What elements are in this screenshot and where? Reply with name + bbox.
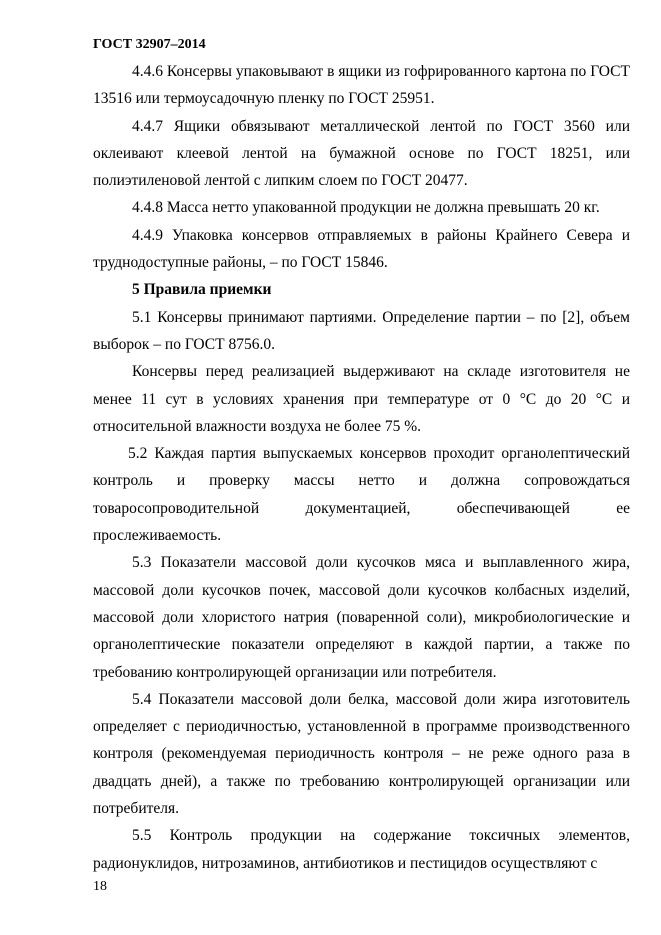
- standard-code-header: ГОСТ 32907–2014: [93, 37, 206, 52]
- paragraph-5-1-continued: Консервы перед реализацией выдерживают на складе изготовителя не менее 11 сут в условиях хранения при температуре от 0 °С до 20 °С и относительной влажности воздуха не более 75 %.: [93, 363, 630, 435]
- paragraph-5-4: 5.4 Показатели массовой доли белка, массовой доли жира изготовитель определяет с периодичностью, установленной в программе производственного контроля (рекомендуемая периодичность контроля – не реже одного раза в двадцать дней), а также по требованию контролирующей организации или потребителя.: [93, 690, 630, 818]
- page-number: 18: [93, 879, 107, 894]
- paragraph-4-4-6: 4.4.6 Консервы упаковывают в ящики из гофрированного картона по ГОСТ 13516 или термоусадочную пленку по ГОСТ 25951.: [93, 63, 630, 108]
- paragraph-5-1: 5.1 Консервы принимают партиями. Определение партии – по [2], объем выборок – по ГОСТ 8756.0.: [93, 308, 630, 353]
- page-body: [93, 58, 630, 877]
- paragraph-4-4-7: 4.4.7 Ящики обвязывают металлической лентой по ГОСТ 3560 или оклеивают клеевой лентой на бумажной основе по ГОСТ 18251, или полиэтиленовой лентой с липким слоем по ГОСТ 20477.: [93, 117, 630, 190]
- paragraph-5-5: 5.5 Контроль продукции на содержание токсичных элементов, радионуклидов, нитрозаминов, антибиотиков и пестицидов осуществляют с: [93, 827, 630, 872]
- section-5-heading: 5 Правила приемки: [132, 281, 272, 299]
- paragraph-5-2: 5.2 Каждая партия выпускаемых консервов проходит органолептический контроль и проверку массы нетто и должна сопровождаться товаросопроводительной документацией, обеспечивающей ее прослеживаемость.: [93, 445, 630, 545]
- paragraph-5-3: 5.3 Показатели массовой доли кусочков мяса и выплавленного жира, массовой доли кусочков почек, массовой доли кусочков колбасных изделий, массовой доли хлористого натрия (поваренной соли), микробиологические и органолептические показатели определяют в каждой партии, а также по требованию контролирующей организации или потребителя.: [93, 554, 630, 681]
- paragraph-4-4-8: 4.4.8 Масса нетто упакованной продукции не должна превышать 20 кг.: [132, 199, 600, 217]
- paragraph-4-4-9: 4.4.9 Упаковка консервов отправляемых в районы Крайнего Севера и труднодоступные районы, – по ГОСТ 15846.: [93, 226, 630, 272]
